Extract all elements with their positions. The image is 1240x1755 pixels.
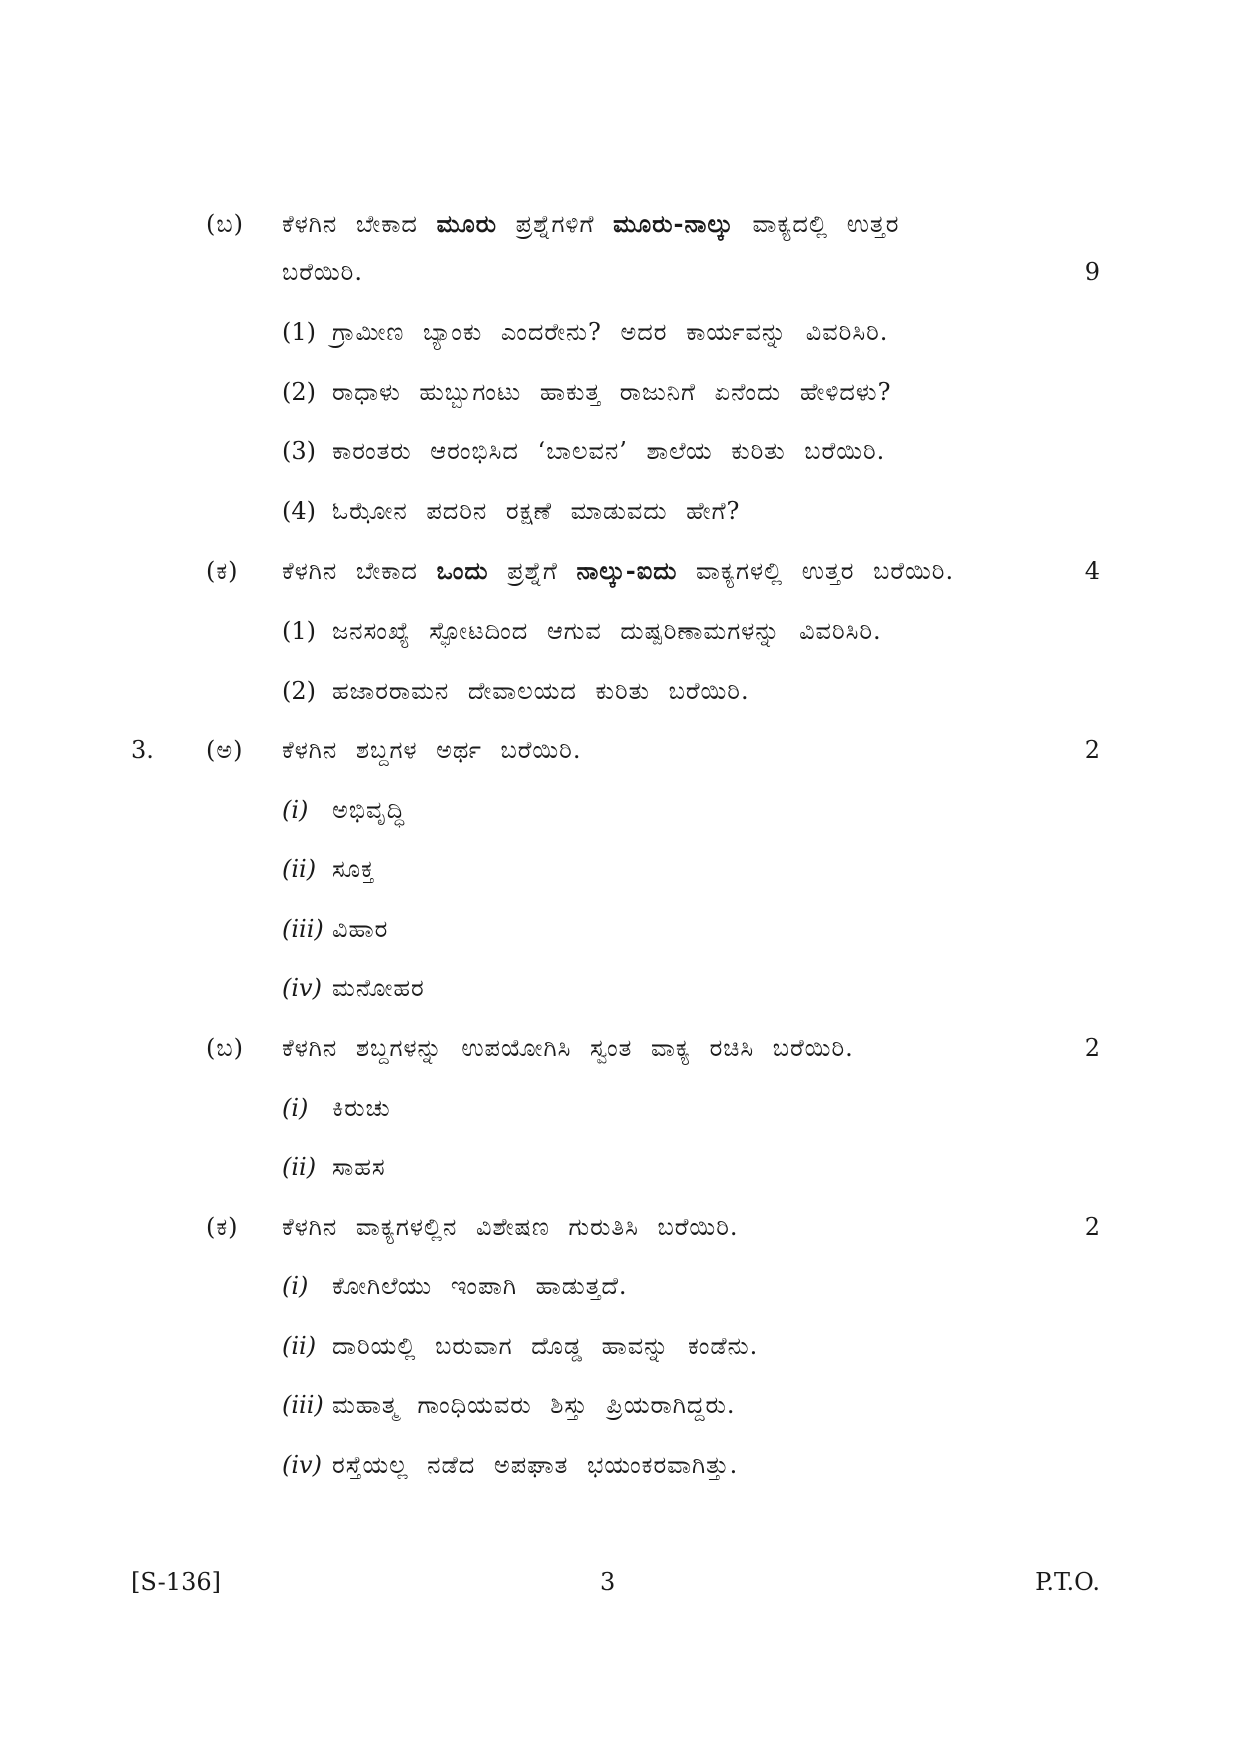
item-number: (i) — [282, 796, 309, 824]
item-number: (iv) — [282, 974, 322, 1002]
item-text: ವಿಹಾರ — [332, 915, 389, 943]
section-instruction: ಕೆಳಗಿನ ವಾಕ್ಯಗಳಲ್ಲಿನ ವಿಶೇಷಣ ಗುರುತಿಸಿ ಬರೆಯಿರಿ. — [282, 1213, 739, 1241]
marks: 2 — [1084, 736, 1100, 764]
item-text: ಸೂಕ್ತ — [332, 855, 375, 883]
please-turn-over: P.T.O. — [1035, 1568, 1100, 1596]
item-number: (i) — [282, 1094, 309, 1122]
instruction-bold: ಮೂರು — [436, 209, 498, 238]
section-label: (ಬ) — [206, 210, 244, 238]
question-text: ರಾಧಾಳು ಹುಬ್ಬುಗಂಟು ಹಾಕುತ್ತ ರಾಜುನಿಗೆ ಏನೆಂದು ಹೇಳಿದಳು? — [332, 378, 892, 406]
section-instruction: ಕೆಳಗಿನ ಶಬ್ದಗಳನ್ನು ಉಪಯೋಗಿಸಿ ಸ್ವಂತ ವಾಕ್ಯ ರಚಿಸಿ ಬರೆಯಿರಿ. — [282, 1034, 854, 1062]
marks: 4 — [1084, 557, 1100, 585]
question-text: ಗ್ರಾಮೀಣ ಬ್ಯಾಂಕು ಎಂದರೇನು? ಅದರ ಕಾರ್ಯವನ್ನು ವಿವರಿಸಿರಿ. — [332, 318, 889, 346]
instruction-bold: ಮೂರು-ನಾಲ್ಕು — [613, 209, 734, 238]
item-text: ಮಹಾತ್ಮ ಗಾಂಧಿಯವರು ಶಿಸ್ತು ಪ್ರಿಯರಾಗಿದ್ದರು. — [332, 1391, 736, 1419]
section-label: (ಅ) — [206, 736, 244, 764]
item-number: (ii) — [282, 855, 317, 883]
section-instruction — [282, 208, 899, 240]
instruction-bold: ನಾಲ್ಕು-ಐದು — [576, 556, 678, 585]
item-text: ಸಾಹಸ — [332, 1153, 386, 1181]
paper-code: [S-136] — [131, 1568, 221, 1596]
item-number: (iii) — [282, 915, 324, 943]
instruction-text: ಪ್ರಶ್ನೆಗೆ — [488, 557, 577, 585]
instruction-text: ವಾಕ್ಯಗಳಲ್ಲಿ ಉತ್ತರ ಬರೆಯಿರಿ. — [677, 557, 955, 585]
section-instruction-continued: ಬರೆಯಿರಿ. — [282, 258, 363, 286]
item-number: (ii) — [282, 1153, 317, 1181]
question-text: ಹಜಾರರಾಮನ ದೇವಾಲಯದ ಕುರಿತು ಬರೆಯಿರಿ. — [332, 677, 750, 705]
question-number: (4) — [282, 497, 316, 525]
question-number: (3) — [282, 437, 316, 465]
item-number: (ii) — [282, 1332, 317, 1360]
question-number: (1) — [282, 318, 316, 346]
question-number-main: 3. — [131, 736, 154, 764]
section-label: (ಕ) — [206, 1213, 239, 1241]
item-text: ಅಭಿವೃದ್ಧಿ — [332, 796, 406, 824]
item-text: ಕೋಗಿಲೆಯು ಇಂಪಾಗಿ ಹಾಡುತ್ತದೆ. — [332, 1272, 628, 1300]
instruction-bold: ಒಂದು — [436, 556, 489, 585]
marks: 2 — [1084, 1034, 1100, 1062]
section-label: (ಕ) — [206, 557, 239, 585]
item-text: ದಾರಿಯಲ್ಲಿ ಬರುವಾಗ ದೊಡ್ಡ ಹಾವನ್ನು ಕಂಡೆನು. — [332, 1332, 759, 1360]
item-text: ರಸ್ತೆಯಲ್ಲ ನಡೆದ ಅಪಘಾತ ಭಯಂಕರವಾಗಿತ್ತು. — [332, 1451, 739, 1479]
question-number: (2) — [282, 378, 316, 406]
question-text: ಓಝೋನ ಪದರಿನ ರಕ್ಷಣೆ ಮಾಡುವದು ಹೇಗೆ? — [332, 497, 741, 525]
question-number: (2) — [282, 677, 316, 705]
section-instruction — [282, 555, 954, 587]
instruction-text: ವಾಕ್ಯದಲ್ಲಿ ಉತ್ತರ — [733, 210, 900, 238]
question-number: (1) — [282, 617, 316, 645]
item-number: (iv) — [282, 1451, 322, 1479]
item-number: (iii) — [282, 1391, 324, 1419]
item-number: (i) — [282, 1272, 309, 1300]
instruction-text: ಕೆಳಗಿನ ಬೇಕಾದ — [282, 557, 437, 585]
section-label: (ಬ) — [206, 1034, 244, 1062]
marks: 9 — [1084, 258, 1100, 286]
instruction-text: ಪ್ರಶ್ನೆಗಳಿಗೆ — [497, 210, 614, 238]
question-text: ಕಾರಂತರು ಆರಂಭಿಸಿದ ‘ಬಾಲವನ’ ಶಾಲೆಯ ಕುರಿತು ಬರೆಯಿರಿ. — [332, 437, 886, 465]
instruction-text: ಕೆಳಗಿನ ಬೇಕಾದ — [282, 210, 437, 238]
item-text: ಕಿರುಚು — [332, 1094, 391, 1122]
marks: 2 — [1084, 1213, 1100, 1241]
section-instruction: ಕೆಳಗಿನ ಶಬ್ದಗಳ ಅರ್ಥ ಬರೆಯಿರಿ. — [282, 736, 582, 764]
page-number: 3 — [600, 1568, 616, 1596]
item-text: ಮನೋಹರ — [332, 974, 425, 1002]
question-text: ಜನಸಂಖ್ಯೆ ಸ್ಫೋಟದಿಂದ ಆಗುವ ದುಷ್ಪರಿಣಾಮಗಳನ್ನು ವಿವರಿಸಿರಿ. — [332, 617, 882, 645]
